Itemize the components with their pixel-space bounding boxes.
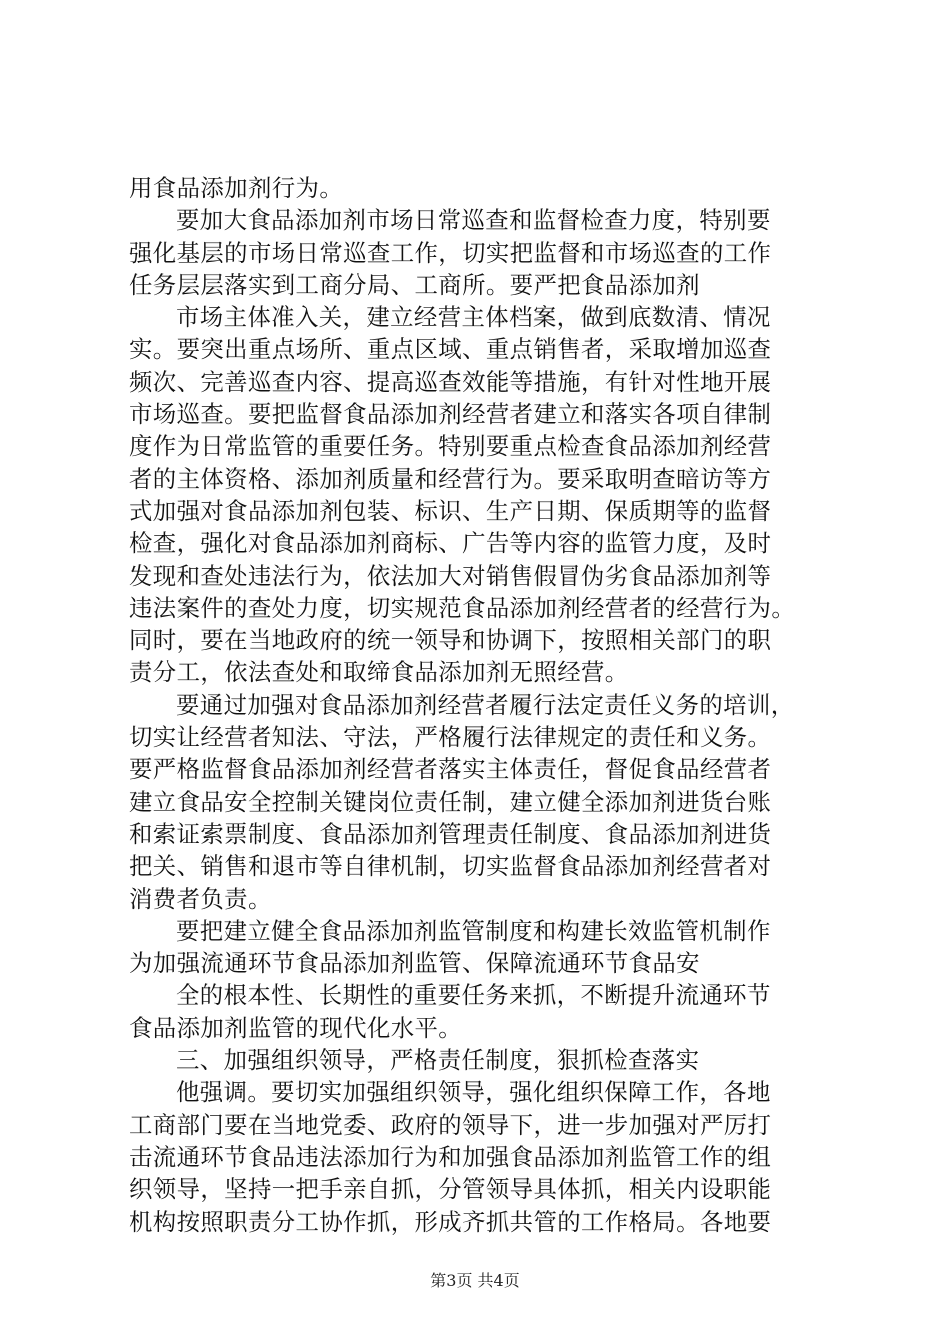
text-line: 要通过加强对食品添加剂经营者履行法定责任义务的培训，	[176, 690, 795, 719]
page-number-footer: 第3页 共4页	[430, 1271, 520, 1290]
text-line: 同时，要在当地政府的统一领导和协调下，按照相关部门的职	[129, 626, 772, 655]
text-line: 责分工，依法查处和取缔食品添加剂无照经营。	[129, 658, 629, 687]
text-line: 任务层层落实到工商分局、工商所。要严把食品添加剂	[129, 270, 700, 299]
text-line: 市场主体准入关，建立经营主体档案，做到底数清、情况	[176, 303, 771, 332]
text-line: 为加强流通环节食品添加剂监管、保障流通环节食品安	[129, 949, 700, 978]
text-line: 用食品添加剂行为。	[129, 174, 344, 202]
text-line: 切实让经营者知法、守法，严格履行法律规定的责任和义务。	[129, 723, 772, 752]
document-body	[129, 172, 829, 1238]
text-line: 击流通环节食品违法添加行为和加强食品添加剂监管工作的组	[129, 1142, 772, 1171]
text-line: 发现和查处违法行为，依法加大对销售假冒伪劣食品添加剂等	[129, 561, 772, 590]
text-line: 工商部门要在当地党委、政府的领导下，进一步加强对严厉打	[129, 1110, 772, 1139]
text-line: 实。要突出重点场所、重点区域、重点销售者，采取增加巡查	[129, 335, 772, 364]
text-line: 全的根本性、长期性的重要任务来抓，不断提升流通环节	[176, 981, 771, 1010]
text-line: 把关、销售和退市等自律机制，切实监督食品添加剂经营者对	[129, 852, 772, 881]
text-line: 和索证索票制度、食品添加剂管理责任制度、食品添加剂进货	[129, 819, 772, 848]
text-line: 度作为日常监管的重要任务。特别要重点检查食品添加剂经营	[129, 432, 772, 461]
text-line: 市场巡查。要把监督食品添加剂经营者建立和落实各项自律制	[129, 400, 772, 429]
text-line: 式加强对食品添加剂包装、标识、生产日期、保质期等的监督	[129, 496, 772, 525]
text-line: 检查，强化对食品添加剂商标、广告等内容的监管力度，及时	[129, 529, 772, 558]
text-line: 食品添加剂监管的现代化水平。	[129, 1013, 463, 1042]
text-line: 者的主体资格、添加剂质量和经营行为。要采取明查暗访等方	[129, 464, 772, 493]
text-line: 要把建立健全食品添加剂监管制度和构建长效监管机制作	[176, 916, 771, 945]
text-line: 违法案件的查处力度，切实规范食品添加剂经营者的经营行为。	[129, 593, 796, 622]
text-line: 消费者负责。	[129, 884, 272, 913]
text-line: 他强调。要切实加强组织领导，强化组织保障工作，各地	[176, 1078, 771, 1107]
text-line: 要严格监督食品添加剂经营者落实主体责任，督促食品经营者	[129, 755, 772, 784]
text-line: 织领导，坚持一把手亲自抓，分管领导具体抓，相关内设职能	[129, 1175, 772, 1204]
text-line: 频次、完善巡查内容、提高巡查效能等措施，有针对性地开展	[129, 367, 772, 396]
text-line: 建立食品安全控制关键岗位责任制，建立健全添加剂进货台账	[129, 787, 772, 816]
text-line: 要加大食品添加剂市场日常巡查和监督检查力度，特别要	[176, 206, 771, 235]
text-line: 强化基层的市场日常巡查工作，切实把监督和市场巡查的工作	[129, 238, 772, 267]
text-line: 三、加强组织领导，严格责任制度，狠抓检查落实	[176, 1046, 700, 1075]
text-line: 机构按照职责分工协作抓，形成齐抓共管的工作格局。各地要	[129, 1207, 772, 1236]
